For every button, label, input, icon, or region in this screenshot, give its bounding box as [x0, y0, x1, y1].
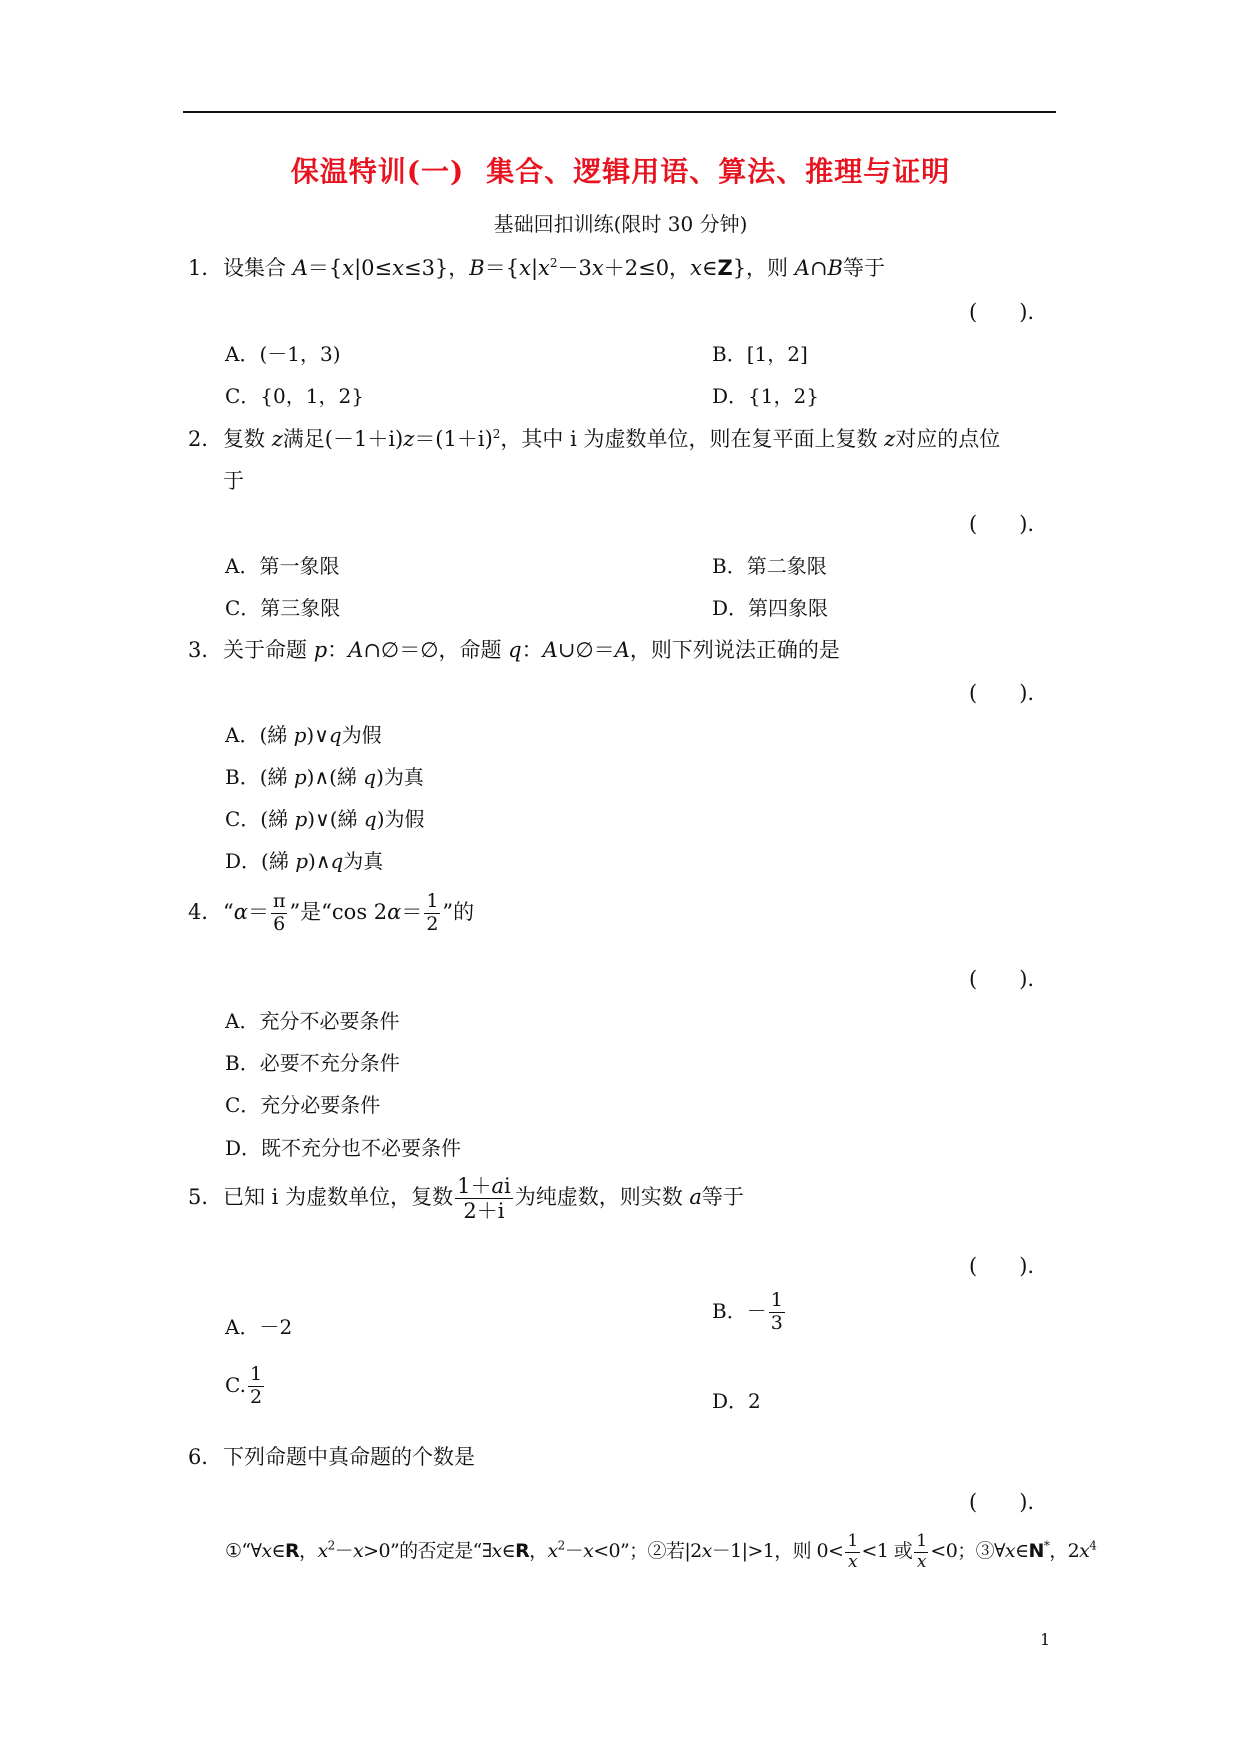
q6-var: x	[583, 1540, 594, 1563]
numerator-text: i	[503, 1174, 511, 1198]
q6-text: ，2	[1049, 1540, 1080, 1563]
question-2-continued: 于	[223, 469, 244, 493]
option-text: C.	[225, 1372, 246, 1397]
q2-option-c: C．第三象限	[225, 596, 341, 620]
question-3	[188, 634, 840, 664]
fraction-denominator: x	[916, 1551, 926, 1572]
q1-var: x	[342, 256, 355, 280]
q6-var: x	[491, 1540, 502, 1563]
question-2	[188, 423, 1000, 453]
option-var: q	[363, 807, 377, 831]
q1-option-a: A．(－1，3)	[225, 342, 341, 366]
q3-var: A	[542, 638, 558, 662]
header-rule	[183, 111, 1056, 113]
q1-text: }，则	[732, 256, 795, 280]
q1-var: B	[827, 256, 843, 280]
q3-var: p	[313, 638, 328, 662]
q2-var: z	[271, 427, 283, 451]
q6-text: －1|>1，则 0<	[711, 1540, 844, 1563]
q4-var: α	[233, 899, 248, 924]
q6-text: <0”；②若|2	[593, 1540, 702, 1563]
q1-var: x	[591, 256, 604, 280]
q3-text: ：	[327, 638, 349, 662]
q6-superscript: 2	[557, 1538, 565, 1553]
q1-text: ＝{	[307, 256, 343, 280]
q3-answer-blank: ( ).	[969, 681, 1035, 705]
q3-text: ：	[521, 638, 543, 662]
q4-text: ”的	[442, 899, 475, 924]
fraction-one-over-x	[914, 1532, 928, 1572]
q5-option-d: D．2	[712, 1389, 761, 1413]
q6-text: ∈	[271, 1540, 286, 1563]
page-number: 1	[1040, 1630, 1051, 1649]
option-text: 为假	[341, 723, 382, 747]
q5-text: 等于	[701, 1185, 744, 1210]
q6-text: －	[564, 1540, 584, 1563]
option-text: )为假	[376, 807, 425, 831]
numerator-var: a	[491, 1174, 504, 1198]
question-number: 3．	[188, 638, 223, 662]
q3-option-d	[225, 845, 383, 874]
real-set-symbol: R	[285, 1540, 300, 1563]
q1-superscript: 2	[549, 256, 558, 270]
option-var: p	[293, 723, 307, 747]
q4-option-a: A．充分不必要条件	[225, 1009, 400, 1033]
q2-superscript: 2	[492, 427, 501, 441]
option-text: )为真	[376, 765, 424, 789]
q1-var: x	[519, 256, 531, 280]
fraction-numerator: 1	[916, 1531, 927, 1551]
fraction-numerator: π	[272, 890, 286, 912]
q3-text: 关于命题	[223, 638, 314, 662]
title-part1: 保温特训(一)	[290, 155, 465, 188]
option-text: 为真	[343, 849, 384, 873]
q6-var: x	[353, 1540, 364, 1563]
q3-var: A	[614, 638, 630, 662]
q3-text: ，则下列说法正确的是	[629, 638, 840, 662]
fraction-complex	[455, 1174, 513, 1223]
q1-answer-blank: ( ).	[969, 300, 1035, 324]
q1-text: |0≤	[354, 256, 393, 280]
q2-var: z	[884, 427, 896, 451]
integer-set-symbol: Z	[717, 256, 733, 280]
question-number: 6．	[188, 1445, 223, 1469]
q6-superscript: 2	[327, 1538, 335, 1553]
q1-var: A	[794, 256, 810, 280]
option-var: q	[363, 765, 377, 789]
question-number: 2．	[188, 427, 223, 451]
q6-text: ①“∀	[225, 1540, 262, 1563]
fraction-pi-over-6	[271, 891, 288, 936]
q1-text: ＝{	[484, 256, 520, 280]
q4-option-c: C．充分必要条件	[225, 1093, 381, 1117]
q6-superscript: 4	[1089, 1538, 1097, 1553]
option-text: C．(綈	[225, 807, 295, 831]
q4-text: ＝	[247, 899, 269, 924]
option-var: q	[328, 723, 342, 747]
q3-text: ∪∅＝	[557, 638, 615, 662]
q6-text: ∈	[501, 1540, 516, 1563]
q4-option-d: D．既不充分也不必要条件	[225, 1136, 462, 1160]
q5-option-b	[712, 1290, 787, 1335]
q1-text: ＋2≤0，	[603, 256, 691, 280]
q2-text: 复数	[223, 427, 272, 451]
q4-text: ＝	[401, 899, 423, 924]
q6-var: x	[1079, 1540, 1090, 1563]
q6-text: ，	[299, 1540, 318, 1563]
q1-text: ∩	[809, 256, 828, 280]
fraction-denominator: 6	[273, 912, 286, 935]
q3-var: A	[348, 638, 364, 662]
numerator-text: 1＋	[457, 1174, 492, 1198]
q6-var: x	[1004, 1540, 1016, 1563]
question-6-statements	[225, 1532, 1096, 1572]
q6-text: ，	[529, 1540, 548, 1563]
q2-option-a: A．第一象限	[225, 554, 340, 578]
q5-option-c	[225, 1364, 266, 1409]
q2-var: z	[403, 427, 415, 451]
q6-answer-blank: ( ).	[969, 1490, 1035, 1514]
fraction-numerator: 1	[847, 1531, 858, 1551]
fraction-numerator	[455, 1174, 513, 1199]
option-text: )∨(綈	[307, 807, 364, 831]
q1-text: ∈	[701, 256, 718, 280]
q1-var: A	[292, 256, 308, 280]
option-text: B．(綈	[225, 765, 294, 789]
q1-text: 设集合	[223, 256, 293, 280]
option-var: p	[294, 807, 308, 831]
q4-text: “	[223, 899, 234, 924]
title-part2: 集合、逻辑用语、算法、推理与证明	[486, 155, 951, 188]
q6-superscript: *	[1043, 1538, 1050, 1553]
q1-var: x	[690, 256, 702, 280]
real-set-symbol: R	[515, 1540, 530, 1563]
option-text: )∧(綈	[306, 765, 364, 789]
question-number: 5．	[188, 1185, 223, 1210]
q1-text: 等于	[842, 256, 885, 280]
q3-text: ∩∅＝∅，命题	[363, 638, 509, 662]
option-var: q	[330, 849, 344, 873]
q1-option-c: C．{0，1，2}	[225, 384, 364, 408]
q2-option-d: D．第四象限	[712, 596, 829, 620]
natural-set-symbol: N	[1028, 1540, 1044, 1563]
q1-text: ≤3}，	[403, 256, 470, 280]
q6-var: x	[261, 1540, 272, 1563]
q6-text: －	[334, 1540, 354, 1563]
q4-option-b: B．必要不充分条件	[225, 1051, 400, 1075]
q6-var: x	[317, 1540, 328, 1563]
q6-text: 下列命题中真命题的个数是	[223, 1445, 475, 1469]
q3-option-a	[225, 719, 382, 748]
q2-text: ＝(1＋i)	[414, 427, 493, 451]
q4-text: ”是“cos 2	[289, 899, 388, 924]
fraction-numerator: 1	[770, 1289, 783, 1311]
q4-var: α	[387, 899, 402, 924]
q2-option-b: B．第二象限	[712, 554, 827, 578]
option-var: p	[293, 765, 307, 789]
q5-option-a: A．－2	[225, 1315, 293, 1339]
q1-text: －3	[557, 256, 592, 280]
option-text: B．－	[712, 1298, 767, 1323]
question-6	[188, 1441, 475, 1471]
q5-text: 已知 i 为虚数单位，复数	[223, 1185, 454, 1210]
q1-option-d: D．{1，2}	[712, 384, 819, 408]
q1-var: x	[538, 256, 550, 280]
fraction-numerator: 1	[426, 890, 439, 912]
fraction-numerator: 1	[249, 1363, 263, 1385]
q4-answer-blank: ( ).	[969, 967, 1035, 991]
page-subtitle: 基础回扣训练(限时 30 分钟)	[493, 212, 748, 236]
fraction-denominator: 2	[249, 1385, 263, 1408]
q2-text: 满足(－1＋i)	[282, 427, 404, 451]
question-1	[188, 252, 885, 282]
question-5	[188, 1174, 744, 1223]
fraction-denominator: x	[847, 1551, 857, 1572]
q6-text: <0；③∀	[930, 1540, 1005, 1563]
q2-answer-blank: ( ).	[969, 512, 1035, 536]
q3-option-b	[225, 761, 424, 790]
q6-text: ∈	[1015, 1540, 1029, 1563]
q1-option-b: B．[1，2]	[712, 342, 808, 366]
q3-option-c	[225, 803, 425, 832]
question-number: 1．	[188, 256, 223, 280]
option-text: A．(綈	[225, 723, 294, 747]
fraction-one-third	[769, 1290, 785, 1335]
q5-text: 为纯虚数，则实数	[514, 1185, 690, 1210]
q1-var: x	[392, 256, 404, 280]
question-4	[188, 891, 474, 936]
q5-var: a	[689, 1185, 702, 1210]
fraction-one-over-x	[845, 1532, 859, 1572]
fraction-denominator: 3	[770, 1311, 783, 1334]
q1-text: |	[530, 256, 539, 280]
option-text: )∧	[308, 849, 331, 873]
q6-var: x	[701, 1540, 712, 1563]
page-title	[0, 150, 1241, 190]
q3-var: q	[508, 638, 522, 662]
fraction-one-half	[424, 891, 440, 936]
q6-text: <1 或	[861, 1540, 913, 1563]
q6-text: >0”的否定是“∃	[363, 1540, 492, 1563]
option-var: p	[295, 849, 309, 873]
option-text: )∨	[306, 723, 329, 747]
q5-answer-blank: ( ).	[969, 1254, 1035, 1278]
fraction-denominator: 2	[426, 912, 439, 935]
q2-text: ，其中 i 为虚数单位，则在复平面上复数	[500, 427, 885, 451]
q6-var: x	[547, 1540, 558, 1563]
q2-text: 对应的点位	[895, 427, 1001, 451]
option-text: D．(綈	[225, 849, 296, 873]
fraction-denominator: 2＋i	[463, 1199, 505, 1224]
fraction-one-half	[248, 1364, 264, 1409]
question-number: 4．	[188, 899, 223, 924]
q1-var: B	[469, 256, 485, 280]
